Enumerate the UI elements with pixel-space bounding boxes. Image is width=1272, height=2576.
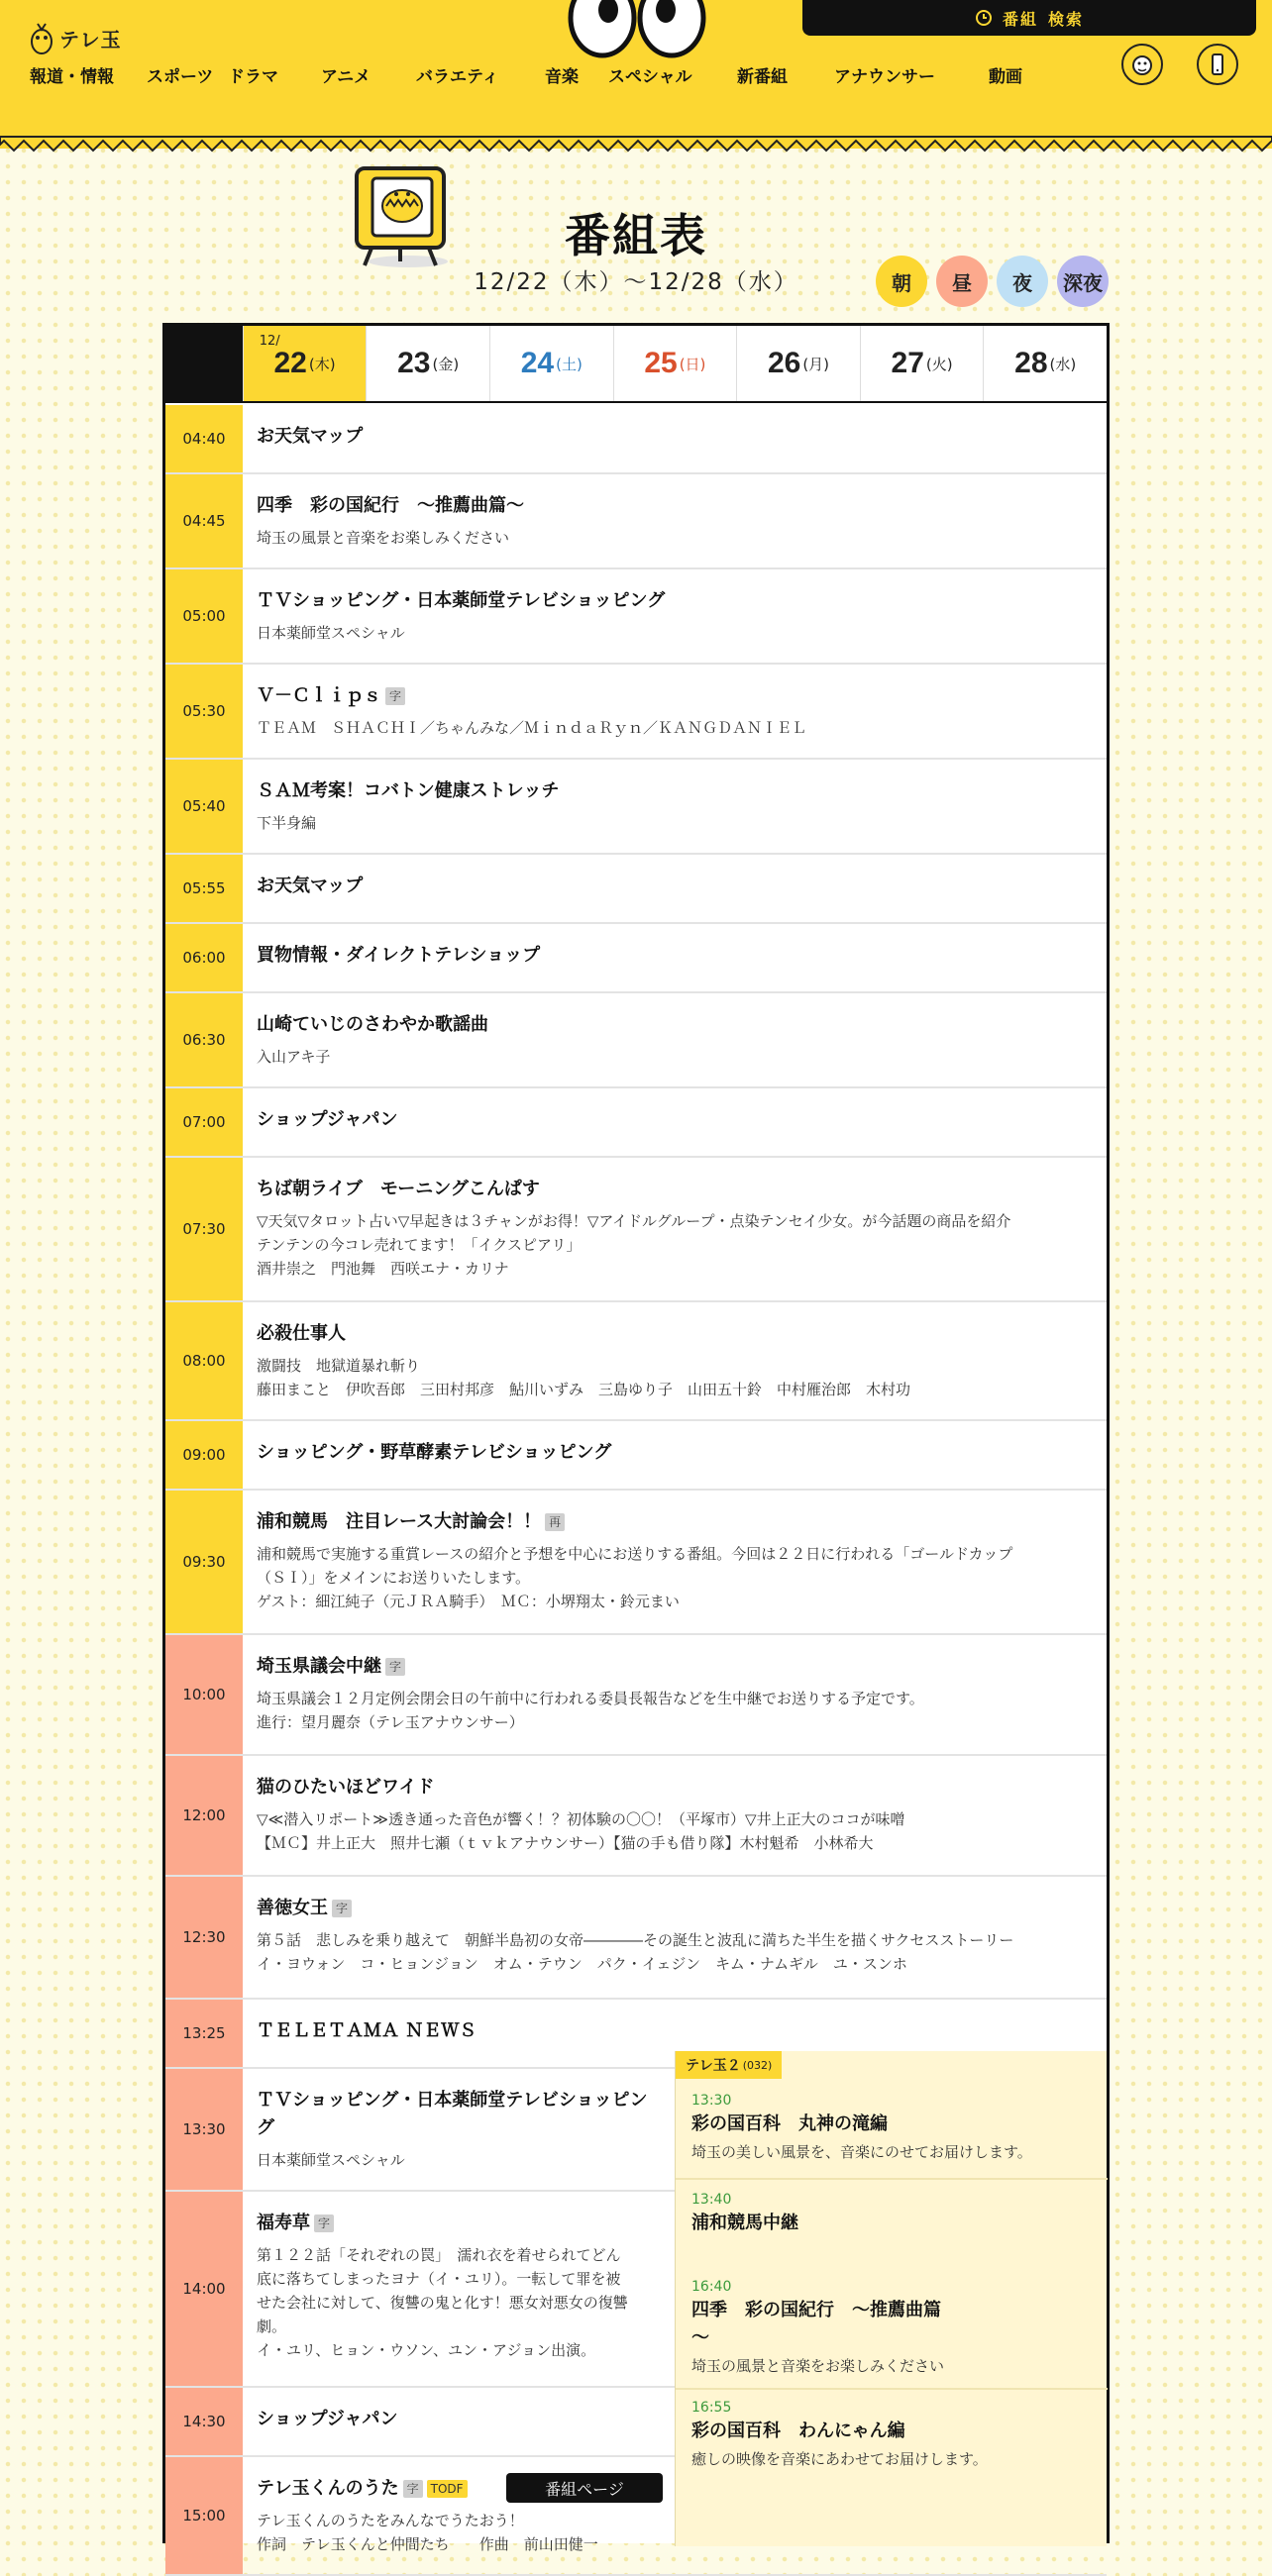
subchannel-divider [676,2178,1108,2180]
nav-music[interactable]: 音楽 [545,66,579,87]
program-title[interactable] [257,2210,661,2237]
subchannel-program[interactable] [691,2091,1098,2164]
program-time: 06:00 [165,924,243,991]
program-row [165,855,1107,924]
program-description-line: せた会社に対して、復讐の鬼と化す！悪女対悪女の復讐 [257,2294,628,2312]
program-row [165,665,1107,760]
program-row [165,924,1107,993]
program-title-text: ＴＥＬＥＴＡＭＡ ＮＥＷＳ [257,2020,477,2041]
subchannel-program-title[interactable]: 浦和競馬中継 [691,2213,798,2233]
day-weekday: (土) [556,355,583,373]
program-row [165,1421,1107,1491]
subchannel-label [676,2051,782,2079]
program-title-text: 必殺仕事人 [257,1323,346,1344]
day-weekday: (月) [802,355,830,373]
program-row [165,405,1107,474]
day-weekday: (木) [308,355,336,373]
program-title-text: Ｖ－Ｃｌｉｐｓ [257,685,381,706]
subchannel-program-title[interactable]: 彩の国百科 わんにゃん編 [691,2421,905,2441]
program-time: 07:00 [165,1088,243,1156]
program-time: 04:45 [165,474,243,567]
teletama-kun-badge[interactable] [1121,44,1163,85]
program-time: 13:30 [165,2069,243,2190]
program-description-line: テレ玉くんのうたをみんなでうたおう！ [257,2512,524,2529]
program-title-text: 四季 彩の国紀行 ～推薦曲篇～ [257,495,524,516]
program-description [257,1687,1089,1734]
subchannel-program-title[interactable]: 四季 彩の国紀行 ～推薦曲篇～ [691,2300,941,2348]
program-title-text: 山崎ていじのさわやか歌謡曲 [257,1014,488,1035]
program-time: 04:40 [165,405,243,472]
program-description-line: ＴＥＡＭ ＳＨＡＣＨＩ／ちゃんみな／ＭｉｎｄａＲｙｎ／ＫＡＮＧＤＡＮＩＥＬ [257,719,807,737]
day-number: 27 [891,347,924,379]
day-tab-26[interactable] [736,326,860,401]
program-title[interactable] [257,1653,1089,1681]
day-tab-23[interactable] [366,326,489,401]
day-tab-24[interactable] [489,326,613,401]
program-description-line: 進行：望月麗奈（テレ玉アナウンサー） [257,1713,524,1731]
program-title-text: ショップジャパン [257,1109,398,1130]
subchannel-divider [676,2388,1108,2390]
program-title-text: ＴＶショッピング・日本薬師堂テレビショッピング [257,2090,648,2138]
search-label-part2: 検索 [1048,9,1085,29]
program-cell[interactable] [257,2406,661,2433]
subchannel-program-time: 16:55 [691,2400,732,2416]
program-title-text: お天気マップ [257,876,364,896]
program-description [257,716,1089,740]
program-time: 14:00 [165,2192,243,2386]
program-row [165,1088,1107,1158]
program-cell[interactable] [257,492,1089,550]
program-description-line: 入山アキ子 [257,1048,331,1066]
caption-badge: 字 [332,1900,352,1917]
program-title-text: ＳＡＭ考案！コバトン健康ストレッチ [257,780,560,801]
program-description-line: 【ＭＣ】井上正大 照井七瀬（ｔｖｋアナウンサー）【猫の手も借り隊】木村魁希 小林希大 [257,1834,874,1852]
program-row [165,1635,1107,1756]
program-row [165,474,1107,569]
program-row [165,993,1107,1088]
day-number: 23 [397,347,431,379]
program-title[interactable] [257,1320,1089,1348]
page-title: 番組表 [565,209,707,262]
program-description [257,2243,661,2362]
global-nav [30,59,1038,89]
nav-sports[interactable]: スポーツ [147,66,214,87]
program-description-line: 埼玉県議会１２月定例会閉会日の午前中に行われる委員長報告などを生中継でお送りする予定です。 [257,1690,924,1707]
program-cell[interactable] [257,1653,1089,1734]
program-description-line: 劇。 [257,2318,287,2335]
program-title[interactable] [257,587,1089,615]
program-search-bar[interactable] [802,0,1256,36]
smartphone-icon [1205,52,1230,77]
program-cell[interactable] [257,2087,661,2172]
program-description [257,1928,1089,1976]
program-row [165,1877,1107,2000]
program-title[interactable] [257,1439,1089,1467]
program-time: 10:00 [165,1635,243,1754]
program-time: 07:30 [165,1158,243,1300]
time-of-day-morning-button[interactable]: 朝 [876,256,927,307]
program-cell[interactable] [257,873,1089,900]
tv-mascot-illustration [351,162,450,273]
program-title-text: 埼玉県議会中継 [257,1656,381,1677]
program-description-line: 埼玉の風景と音楽をお楽しみください [257,529,510,547]
search-label-part1: 番組 [1002,9,1038,29]
caption-badge: 字 [385,687,405,705]
program-cell[interactable] [257,2017,1089,2045]
program-description [257,811,1089,835]
program-description-line: 作詞 テレ玉くんと仲間たち 作曲 前山田健一 [257,2535,598,2553]
program-title-text: お天気マップ [257,426,364,447]
program-time: 06:30 [165,993,243,1086]
subchannel-program-time: 16:40 [691,2279,732,2295]
program-row [165,1158,1107,1302]
caption-badge: 字 [385,1658,405,1676]
program-time: 09:30 [165,1491,243,1633]
program-cell[interactable] [257,1508,1089,1613]
program-description-line: ▽≪潜入リポート≫透き通った音色が響く！？初体験の〇〇！（平塚市）▽井上正大のココが味噌 [257,1810,905,1828]
day-tabs [165,326,1107,403]
site-logo[interactable] [30,18,122,57]
todf-badge: TODF [427,2480,468,2498]
program-title-text: 猫のひたいほどワイド [257,1777,435,1798]
program-time: 12:00 [165,1756,243,1875]
program-title-text: ＴＶショッピング・日本薬師堂テレビショッピング [257,590,666,611]
subchannel-program[interactable] [691,2277,1098,2378]
caption-badge: 字 [403,2480,423,2498]
subchannel-program-time: 13:40 [691,2192,732,2208]
nav-special[interactable]: スペシャル [608,66,692,87]
program-description-line: 激闘技 地獄道暴れ斬り [257,1357,421,1375]
program-title-text: 善徳女王 [257,1898,328,1918]
nav-anime[interactable]: アニメ [321,66,371,87]
program-title[interactable] [257,492,1089,520]
program-cell[interactable] [257,1439,1089,1467]
program-cell[interactable] [257,1176,1089,1281]
program-title[interactable] [257,682,1089,710]
program-schedule-table [162,323,1110,2553]
program-description-line: 浦和競馬で実施する重賞レースの紹介と予想を中心にお送りする番組。今回は２２日に行われる「ゴールドカップ [257,1545,1013,1563]
program-description-line: 第５話 悲しみを乗り越えて 朝鮮半島初の女帝――――その誕生と波乱に満ちた半生を描くサクセスストーリー [257,1931,1014,1949]
subchannel-program-desc: 埼玉の風景と音楽をお楽しみください [691,2357,945,2375]
nav-drama[interactable]: ドラマ [228,66,278,87]
program-title[interactable] [257,777,1089,805]
subchannel-program-title[interactable]: 彩の国百科 丸神の滝編 [691,2113,888,2134]
time-of-day-daytime-button[interactable]: 昼 [936,256,988,307]
program-time: 05:30 [165,665,243,758]
program-cell[interactable] [257,1320,1089,1401]
nav-announcers[interactable]: アナウンサー [834,66,935,87]
day-weekday: (日) [679,355,706,373]
program-time: 08:00 [165,1302,243,1419]
logo-text: テレ玉 [59,27,122,52]
program-time: 12:30 [165,1877,243,1998]
program-description [257,1209,1089,1281]
program-title-text: 買物情報・ダイレクトテレショップ [257,945,541,966]
program-title[interactable] [257,942,1089,970]
program-cell[interactable] [257,1774,1089,1855]
program-page-button[interactable]: 番組ページ [506,2473,663,2503]
subchannel-number: (032) [742,2058,773,2072]
program-title-text: テレ玉くんのうた [257,2478,399,2499]
mascot-face-icon [1129,52,1155,77]
day-number: 26 [767,347,801,379]
program-cell[interactable] [257,1011,1089,1069]
program-row [165,1302,1107,1421]
program-row [165,569,1107,665]
program-title[interactable] [257,2087,661,2142]
program-time: 05:00 [165,569,243,663]
program-description-line: （ＳＩ）」をメインにお送りいたします。 [257,1569,531,1587]
program-description [257,1807,1089,1855]
day-weekday: (水) [1049,355,1077,373]
subchannel-program-time: 13:30 [691,2093,732,2109]
program-description-line: 底に落ちてしまったヨナ（イ・ユリ）。一転して罪を被 [257,2270,621,2288]
program-time: 05:40 [165,760,243,853]
program-cell[interactable] [257,2210,661,2362]
program-title-text: ショッピング・野草酵素テレビショッピング [257,1442,612,1463]
day-weekday: (火) [925,355,953,373]
day-number: 28 [1014,347,1048,379]
program-description [257,621,1089,645]
program-description [257,1354,1089,1401]
program-row [165,1491,1107,1635]
clock-icon [975,9,993,27]
nav-new-programs[interactable]: 新番組 [737,66,788,87]
program-title[interactable] [257,2406,661,2433]
app-badge[interactable] [1197,44,1238,85]
program-time: 13:25 [165,2000,243,2067]
day-tab-28[interactable] [983,326,1107,401]
program-title[interactable] [257,1508,1089,1536]
program-description-line: 第１２２話「それぞれの罠」 濡れ衣を着せられてどん [257,2246,621,2264]
day-number: 24 [520,347,555,379]
program-description-line: 藤田まこと 伊吹吾郎 三田村邦彦 鮎川いずみ 三島ゆり子 山田五十鈴 中村雁治郎 木村功 [257,1381,911,1398]
program-title-text: ちば朝ライブ モーニングこんぱす [257,1179,540,1199]
program-description-line: ゲスト：細江純子（元ＪＲＡ騎手） ＭＣ：小堺翔太・鈴元まい [257,1593,680,1610]
subchannel-name: テレ玉２ [686,2058,741,2074]
program-description-line: イ・ヨウォン コ・ヒョンジョン オム・テウン パク・イェジン キム・ナムギル ユ・スンホ [257,1955,907,1973]
program-cell[interactable] [257,777,1089,835]
program-title[interactable] [257,1106,1089,1134]
day-number: 22 [273,347,307,379]
program-title[interactable] [257,1011,1089,1039]
caption-badge: 字 [314,2215,334,2232]
mascot-eyes-icon [563,0,711,59]
nav-video[interactable]: 動画 [989,66,1022,87]
subchannel-program[interactable] [691,2190,1098,2237]
subchannel-program-desc: 埼玉の美しい風景を、音楽にのせてお届けします。 [691,2143,1032,2161]
program-cell[interactable] [257,1106,1089,1134]
program-time: 15:00 [165,2457,243,2574]
program-description-line: イ・ユリ、ヒョン・ウソン、ユン・アジョン出演。 [257,2341,596,2359]
program-cell[interactable] [257,682,1089,740]
day-tab-25[interactable] [613,326,737,401]
program-title-text: 福寿草 [257,2213,310,2233]
program-description [257,1045,1089,1069]
time-of-day-late-night-button[interactable]: 深夜 [1057,256,1109,307]
header-zigzag-edge [0,137,1272,153]
mascot-logo-icon [30,20,53,55]
program-description [257,1542,1089,1613]
program-cell[interactable] [257,1895,1089,1976]
program-title[interactable] [257,423,1089,451]
program-time: 14:30 [165,2388,243,2455]
nav-news[interactable]: 報道・情報 [30,66,114,87]
program-title[interactable] [257,1895,1089,1922]
program-description-line: ▽天気▽タロット占い▽早起きは３チャンがお得！▽アイドルグループ・点染テンセイ少女。が今話題の商品を紹介 [257,1212,1011,1230]
caption-badge: 再 [545,1513,565,1531]
program-description-line: 下半身編 [257,814,317,832]
day-month: 12/ [259,334,280,349]
program-time: 05:55 [165,855,243,922]
program-cell[interactable] [257,423,1089,451]
program-row [165,760,1107,855]
day-weekday: (金) [432,355,460,373]
program-title-text: ショップジャパン [257,2409,398,2429]
program-title[interactable] [257,1176,1089,1203]
program-description-line: 酒井崇之 門池舞 西咲エナ・カリナ [257,1260,509,1278]
program-row [165,1756,1107,1877]
day-tab-22[interactable] [243,326,367,401]
time-of-day-night-button[interactable]: 夜 [997,256,1048,307]
program-description [257,2148,661,2172]
subchannel-program-desc: 癒しの映像を音楽にあわせてお届けします。 [691,2450,988,2468]
program-title[interactable] [257,873,1089,900]
day-header-corner [165,326,243,401]
subchannel-panel [675,2051,1107,2546]
day-tab-27[interactable] [860,326,984,401]
program-description-line: テンテンの今コレ売れてます！「イクスピアリ」 [257,1236,582,1254]
program-cell[interactable] [257,942,1089,970]
program-title[interactable] [257,2017,1089,2045]
site-header [0,0,1272,149]
program-title-text: 浦和競馬 注目レース大討論会！！ [257,1511,542,1532]
program-description [257,2509,661,2556]
program-cell[interactable] [257,587,1089,645]
subchannel-program[interactable] [691,2398,1098,2471]
program-description-line: 日本薬師堂スペシャル [257,624,405,642]
program-description-line: 日本薬師堂スペシャル [257,2151,405,2169]
nav-variety[interactable]: バラエティ [416,66,499,87]
program-time: 09:00 [165,1421,243,1489]
program-description [257,526,1089,550]
day-number: 25 [644,347,678,379]
date-range: 12/22（木）〜12/28（水） [474,269,798,295]
program-title[interactable] [257,1774,1089,1802]
